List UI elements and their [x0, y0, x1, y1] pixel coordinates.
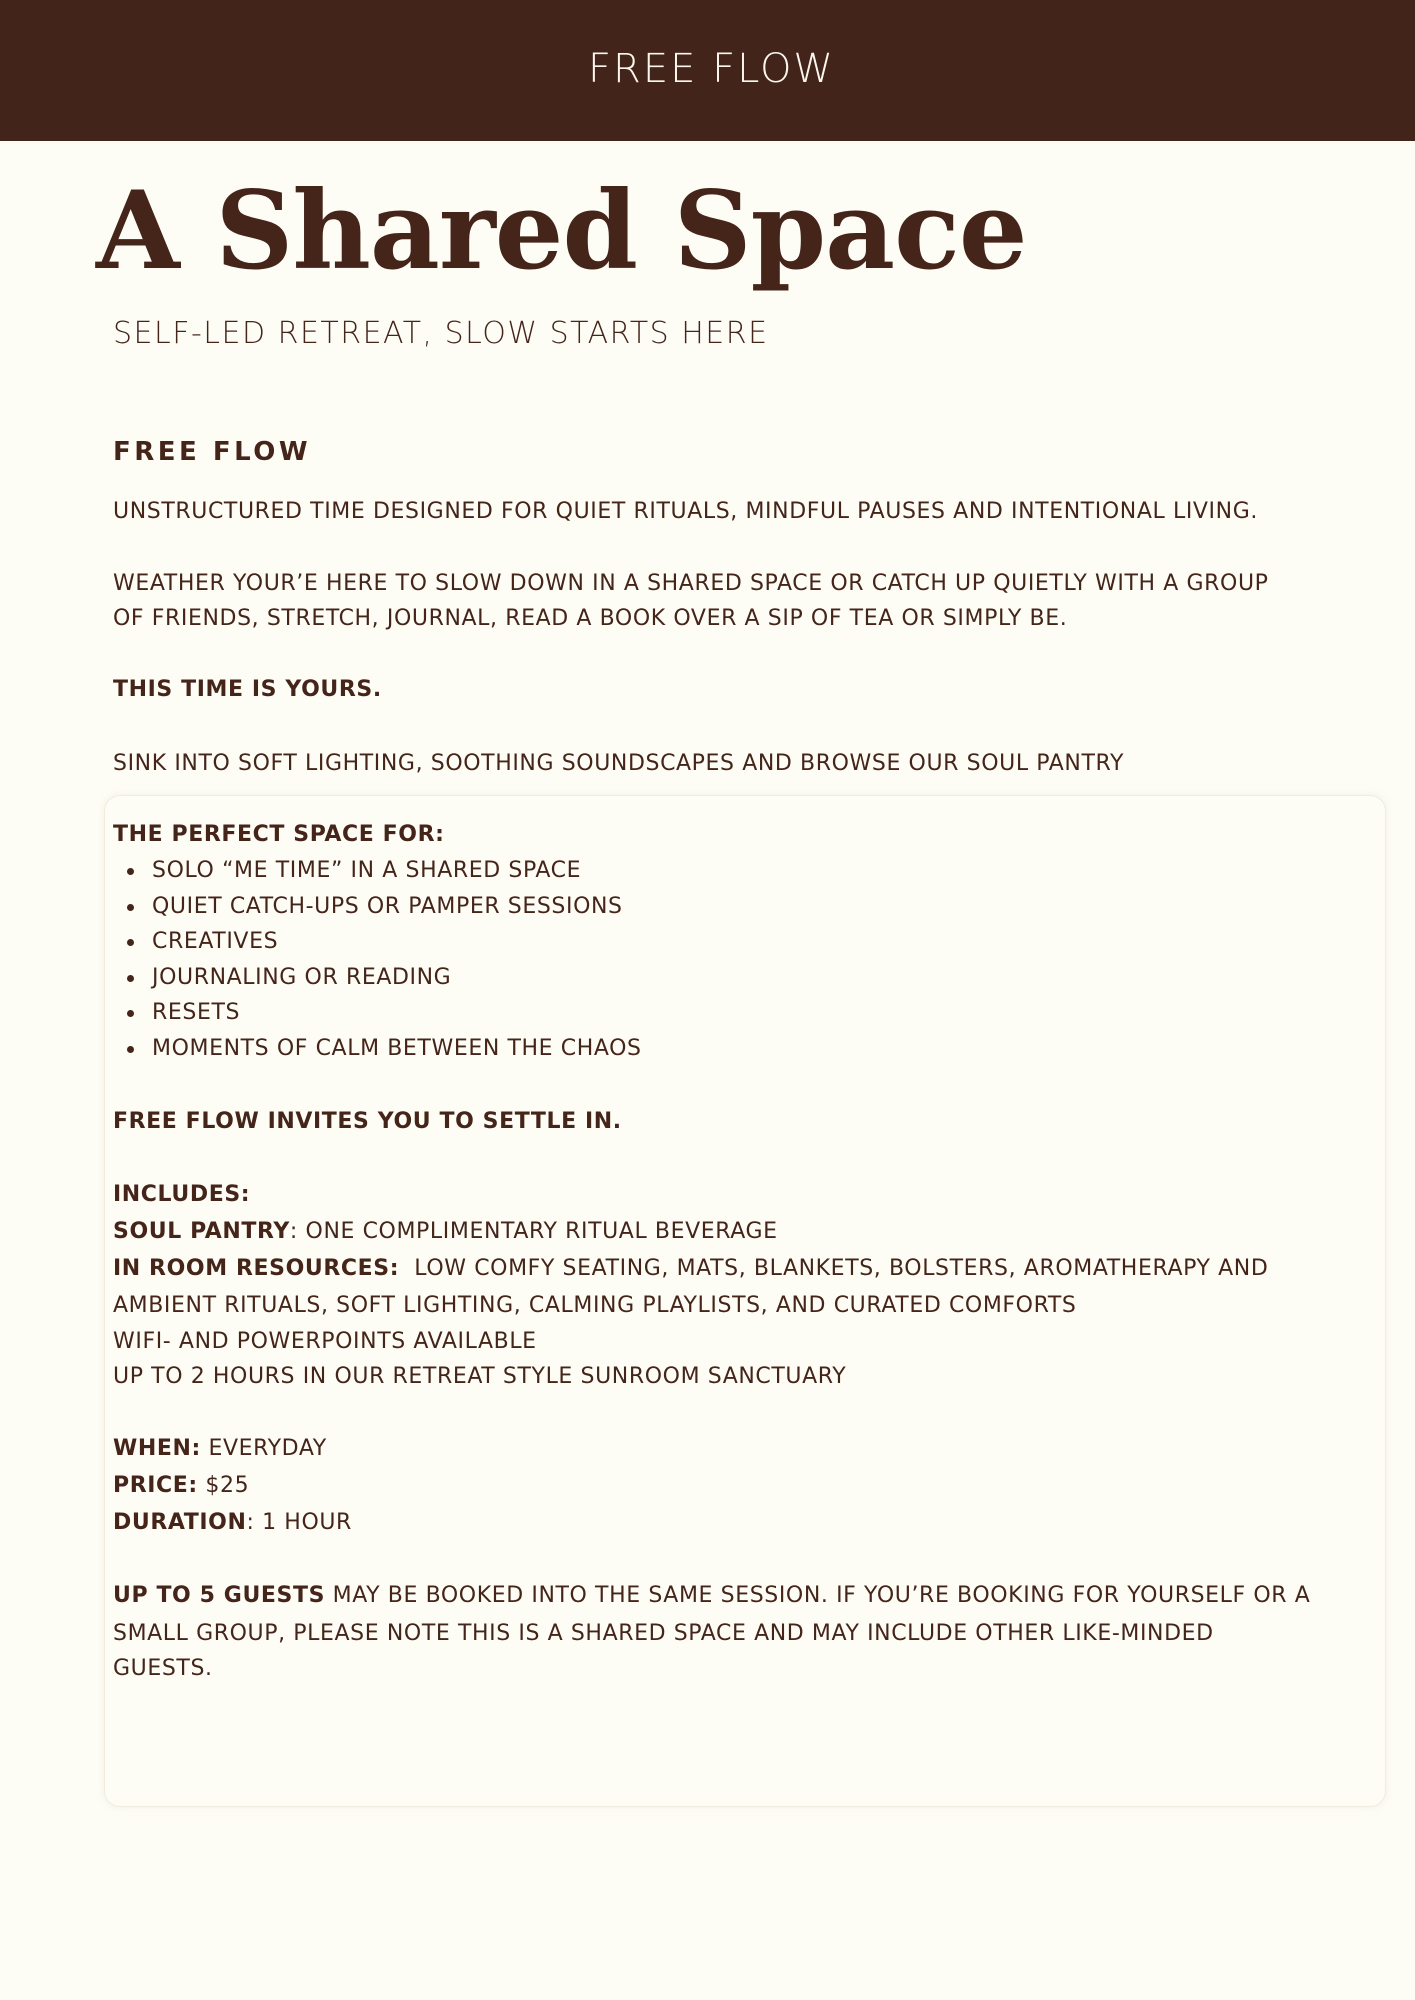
list-item-label: QUIET CATCH-UPS OR PAMPER SESSIONS — [152, 893, 623, 919]
list-item — [113, 963, 642, 999]
resources-label: IN ROOM RESOURCES: — [113, 1256, 400, 1281]
wifi-line: WIFI- AND POWERPOINTS AVAILABLE — [113, 1329, 537, 1354]
list-item — [113, 892, 642, 928]
hours-line: UP TO 2 HOURS IN OUR RETREAT STYLE SUNROOM SANCTUARY — [113, 1364, 847, 1389]
when-label: WHEN: — [113, 1436, 201, 1461]
page-title: A Shared Space — [96, 168, 1027, 294]
when-value: EVERYDAY — [208, 1436, 327, 1461]
duration-label: DURATION — [113, 1510, 247, 1535]
price-line — [113, 1471, 249, 1501]
invite-statement: FREE FLOW INVITES YOU TO SETTLE IN. — [113, 1109, 622, 1134]
sink-into-text: SINK INTO SOFT LIGHTING, SOOTHING SOUNDSCAPES AND BROWSE OUR SOUL PANTRY — [113, 751, 1125, 776]
bullet-icon — [127, 1010, 134, 1017]
list-item — [113, 856, 642, 892]
resources-line-2: AMBIENT RITUALS, SOFT LIGHTING, CALMING PLAYLISTS, AND CURATED COMFORTS — [113, 1293, 1077, 1318]
page-subtitle: SELF-LED RETREAT, SLOW STARTS HERE — [113, 316, 769, 351]
when-line — [113, 1434, 327, 1464]
price-value: $25 — [205, 1473, 250, 1498]
guests-label: UP TO 5 GUESTS — [113, 1583, 326, 1608]
list-item-label: RESETS — [152, 1000, 241, 1026]
resources-line — [113, 1254, 1268, 1284]
bullet-icon — [127, 868, 134, 875]
guests-line-1 — [113, 1581, 1310, 1611]
perfect-space-list — [113, 856, 642, 1070]
guests-line-2: SMALL GROUP, PLEASE NOTE THIS IS A SHARED SPACE AND MAY INCLUDE OTHER LIKE-MINDED — [113, 1621, 1214, 1646]
list-item — [113, 998, 642, 1034]
this-time-statement: THIS TIME IS YOURS. — [113, 677, 382, 702]
paragraph-line-1: WEATHER YOUR’E HERE TO SLOW DOWN IN A SHARED SPACE OR CATCH UP QUIETLY WITH A GROUP — [113, 571, 1269, 596]
list-item-label: SOLO “ME TIME” IN A SHARED SPACE — [152, 858, 582, 883]
header-banner — [0, 0, 1415, 141]
duration-value: : 1 HOUR — [246, 1510, 352, 1535]
perfect-space-heading: THE PERFECT SPACE FOR: — [113, 822, 445, 847]
list-item-label: CREATIVES — [152, 929, 279, 955]
guests-line-3: GUESTS. — [113, 1656, 213, 1681]
bullet-icon — [127, 904, 134, 911]
section-heading: FREE FLOW — [113, 437, 312, 467]
soul-pantry-value: : ONE COMPLIMENTARY RITUAL BEVERAGE — [289, 1219, 778, 1244]
bullet-icon — [127, 1046, 134, 1053]
paragraph-line-2: OF FRIENDS, STRETCH, JOURNAL, READ A BOOK OVER A SIP OF TEA OR SIMPLY BE. — [113, 606, 1068, 631]
duration-line — [113, 1508, 352, 1538]
list-item — [113, 927, 642, 963]
resources-value: LOW COMFY SEATING, MATS, BLANKETS, BOLSTERS, AROMATHERAPY AND — [414, 1256, 1269, 1281]
header-title: FREE FLOW — [588, 46, 835, 92]
list-item-label: MOMENTS OF CALM BETWEEN THE CHAOS — [152, 1035, 642, 1061]
guests-text: MAY BE BOOKED INTO THE SAME SESSION. IF YOU’RE BOOKING FOR YOURSELF OR A — [332, 1583, 1311, 1608]
list-item — [113, 1034, 642, 1070]
bullet-icon — [127, 975, 134, 982]
soul-pantry-label: SOUL PANTRY — [113, 1219, 290, 1244]
bullet-icon — [127, 939, 134, 946]
includes-heading: INCLUDES: — [113, 1182, 251, 1207]
intro-text: UNSTRUCTURED TIME DESIGNED FOR QUIET RITUALS, MINDFUL PAUSES AND INTENTIONAL LIVING. — [113, 499, 1258, 524]
price-label: PRICE: — [113, 1473, 198, 1498]
soul-pantry-line — [113, 1217, 778, 1247]
list-item-label: JOURNALING OR READING — [152, 964, 452, 990]
